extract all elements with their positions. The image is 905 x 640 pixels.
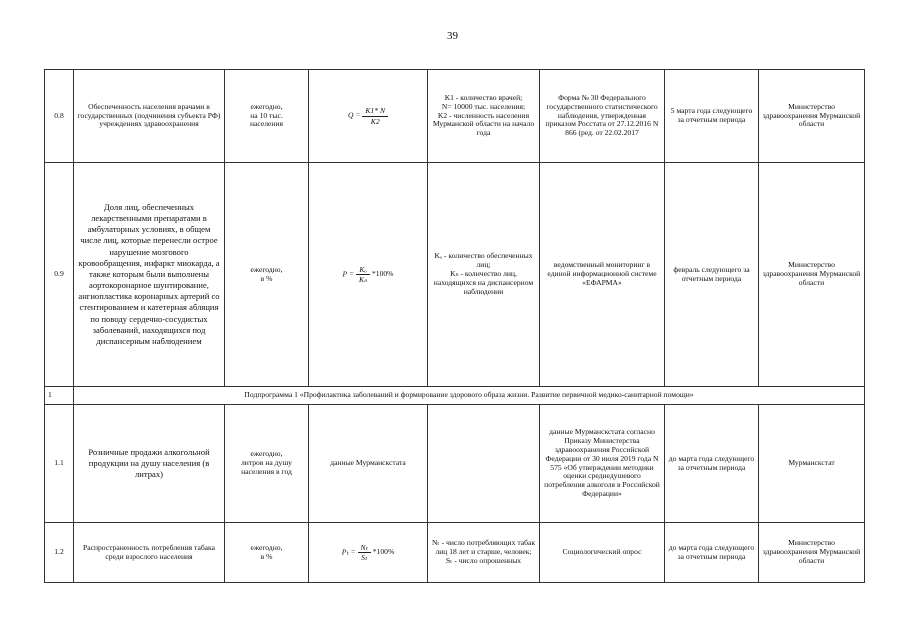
deadline-cell: 5 марта года следующего за отчетным периода [665, 70, 759, 163]
formula-tail: *100% [371, 269, 394, 279]
indicator-name: Обеспеченность населения врачами в государственных (подчинения субъекта РФ) учреждениях здравоохранения [74, 70, 225, 163]
formula-fraction [358, 543, 371, 562]
subprogram-row [45, 387, 865, 405]
formula-eq: = [350, 547, 356, 557]
formula-numerator: Nₜ [358, 543, 371, 553]
row-number: 0.9 [45, 163, 74, 387]
formula-tail: *100% [372, 547, 395, 557]
formula-lhs: Pₜ [341, 547, 349, 557]
source-cell: Форма № 30 Федерального государственного статистического наблюдения, утвержденная приказом Росстата от 27.12.2016 N 866 (ред. от 22.02.2017 [540, 70, 665, 163]
formula-fraction [356, 265, 370, 284]
indicator-name: Распространенность потребления табака среди взрослого населения [74, 523, 225, 583]
deadline-cell: до марта года следующего за отчетным периода [665, 405, 759, 523]
table-row [45, 523, 865, 583]
table-row [45, 163, 865, 387]
table-row [45, 70, 865, 163]
responsible-cell: Министерство здравоохранения Мурманской области [759, 523, 865, 583]
deadline-cell: до марта года следующего за отчетным периода [665, 523, 759, 583]
period-cell: ежегодно, в % [225, 163, 309, 387]
source-cell: Социологический опрос [540, 523, 665, 583]
row-number: 1.1 [45, 405, 74, 523]
source-cell: данные Мурманскстата согласно Приказу Министерства здравоохранения Российской Федерации от 30 июля 2019 года N 575 «Об утверждении методики оценки среднедушевого потребления алкоголя в Российской Федерации» [540, 405, 665, 523]
source-cell: ведомственный мониторинг в единой информационной системе «ЕФАРМА» [540, 163, 665, 387]
formula-denominator: Sₜ [361, 553, 368, 562]
indicator-table [44, 69, 865, 583]
definitions-cell: K1 - количество врачей; N= 10000 тыс. населения; K2 - численность населения Мурманской области на начало года [428, 70, 540, 163]
responsible-cell: Министерство здравоохранения Мурманской области [759, 163, 865, 387]
indicator-name: Розничные продажи алкогольной продукции на душу населения (в литрах) [74, 405, 225, 523]
deadline-cell: февраль следующего за отчетным периода [665, 163, 759, 387]
formula-cell [309, 70, 428, 163]
formula-eq: = [355, 110, 361, 120]
formula-denominator: K2 [370, 116, 380, 126]
period-cell: ежегодно, на 10 тыс. населения [225, 70, 309, 163]
table-row [45, 405, 865, 523]
formula-denominator: Kₙ [358, 275, 368, 284]
formula-numerator: Kₒ [356, 265, 370, 275]
row-number: 1 [45, 387, 74, 405]
responsible-cell: Министерство здравоохранения Мурманской области [759, 70, 865, 163]
definitions-cell: Nₜ - число потребляющих табак лиц 18 лет и старше, человек; Sₜ - число опрошенных [428, 523, 540, 583]
row-number: 0.8 [45, 70, 74, 163]
page-number: 39 [447, 30, 458, 42]
subprogram-title: Подпрограмма 1 «Профилактика заболеваний и формирование здорового образа жизни. Развитие первичной медико-санитарной помощи» [74, 387, 865, 405]
formula-lhs: Q [347, 110, 354, 120]
formula-lhs: P [342, 269, 348, 279]
formula-cell [309, 163, 428, 387]
period-cell: ежегодно, литров на душу населения в год [225, 405, 309, 523]
period-cell: ежегодно, в % [225, 523, 309, 583]
formula-numerator: K1* N [362, 106, 388, 116]
formula-cell: данные Мурманскстата [309, 405, 428, 523]
row-number: 1.2 [45, 523, 74, 583]
definitions-cell: Kₒ - количество обеспеченных лиц; Kₙ - количество лиц, находящихся на диспансерном наблюдении [428, 163, 540, 387]
indicator-name: Доля лиц, обеспеченных лекарственными препаратами в амбулаторных условиях, в общем числе лиц, которые перенесли острое нарушение мозгового кровообращения, инфаркт миокарда, а также которым были выполнены аортокоронарное шунтирование, ангиопластика коронарных артерий со стентированием и катетерная абляция по поводу сердечно-сосудистых заболеваний, находящихся под диспансерным наблюдением [74, 163, 225, 387]
formula-eq: = [348, 269, 355, 279]
formula-fraction [362, 106, 388, 125]
formula-cell [309, 523, 428, 583]
responsible-cell: Мурманскстат [759, 405, 865, 523]
definitions-cell [428, 405, 540, 523]
